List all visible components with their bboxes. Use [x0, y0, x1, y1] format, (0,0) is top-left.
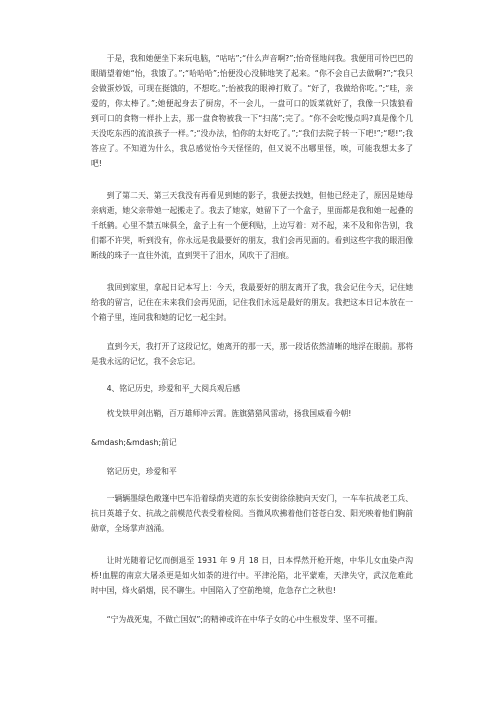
paragraph-parade: 一辆辆墨绿色敞篷中巴车沿着绿荫夹道的东长安街徐徐驶向天安门，一车车抗战老工兵、抗日英雄子女、抗战之前模范代表受着检阅。当微风吹拂着他们苍苍白发、阳光映着他们胸前勋章，全场掌声汹涌。	[91, 494, 413, 533]
paragraph-poem: 枕戈铁甲剑出鞘，百万雄师冲云霄。旌旗猎猎风雷动，扬我国威看今朝!	[106, 409, 352, 418]
paragraph-friend-left: 到了第二天、第三天我没有再看见到她的影子，我便去找她，但他已经走了，原因是她母亲病逝，她父亲带她一起搬走了。我去了她家，她留下了一个盒子，里面都是我和她一起叠的千纸鹤。心里不禁五味俱全，盒子上有一个便利贴，上边写着：对不起，来不及和你告别，我们都不许哭，听到没有，你永远是我最要好的朋友，我们会再见面的。看到这些字我的眼泪像断线的珠子一直往外流，直到哭干了泪水，风吹干了泪痕。	[91, 191, 413, 260]
document-body	[91, 51, 413, 627]
paragraph-spirit: “宁为战死鬼，不做亡国奴”;的精神或许在中华子女的心中生根发芽、坚不可摧。	[106, 615, 383, 624]
essay-title: 铭记历史，珍爱和平	[106, 467, 177, 476]
paragraph-memory: 直到今天，我打开了这段记忆，她离开的那一天，那一段话依然清晰的地浮在眼前。那将是我永远的记忆，我不会忘记。	[91, 342, 413, 366]
section-heading: 4、铭记历史，珍爱和平_大阅兵观后感	[106, 384, 241, 393]
paragraph-diary: 我回到家里，拿起日记本写上：今天，我最要好的朋友离开了我，我会记住今天，记住她给我的留言，记住在未来我们会再见面，记住我们永远是最好的朋友。我把这本日记本放在一个箱子里，连同我和她的记忆一起尘封。	[91, 283, 413, 322]
paragraph-dinner-story: 于是，我和她便坐下来玩电脑，“咕咕”;“什么声音啊?”;怡奇怪地问我。我便用可怜巴巴的眼睛望着她“怡，我饿了。”;“哈哈哈”;怡便没心没肺地笑了起来。“你不会自己去做啊?”;“我只会做蛋炒饭，可现在挺饿的，不想吃。”;怡被我的眼神打败了。“好了，我做给你吃。”;“哇，亲爱的，你太棒了。”;她便起身去了厨房，不一会儿，一盘可口的饭菜就好了，我像一只饿狼看到可口的食物一样扑上去，那一盘食物被我一下“扫荡”;完了。“你不会吃慢点吗?真是像个几天没吃东西的流浪孩子一样。”;“没办法，怕你的太好吃了。”;“我们去院子转一下吧!”;“嗯!”;我答应了。不知道为什么，我总感觉怡今天怪怪的，但又说不出哪里怪，唉，可能我想太多了吧!	[91, 54, 413, 168]
paragraph-foreword-label: &mdash;&mdash;前记	[91, 438, 177, 447]
paragraph-history: 让时光随着记忆而倒退至 1931 年 9 月 18 日，日本悍然开枪开炮，中华儿女血染卢沟桥!血腥的南京大屠杀更是如火如荼的进行中。平津沦陷，北平蒙难，天津失守，武汉危难此时中国，烽火硝烟，民不聊生。中国陷入了空前绝境，危急存亡之秋也!	[91, 556, 413, 595]
